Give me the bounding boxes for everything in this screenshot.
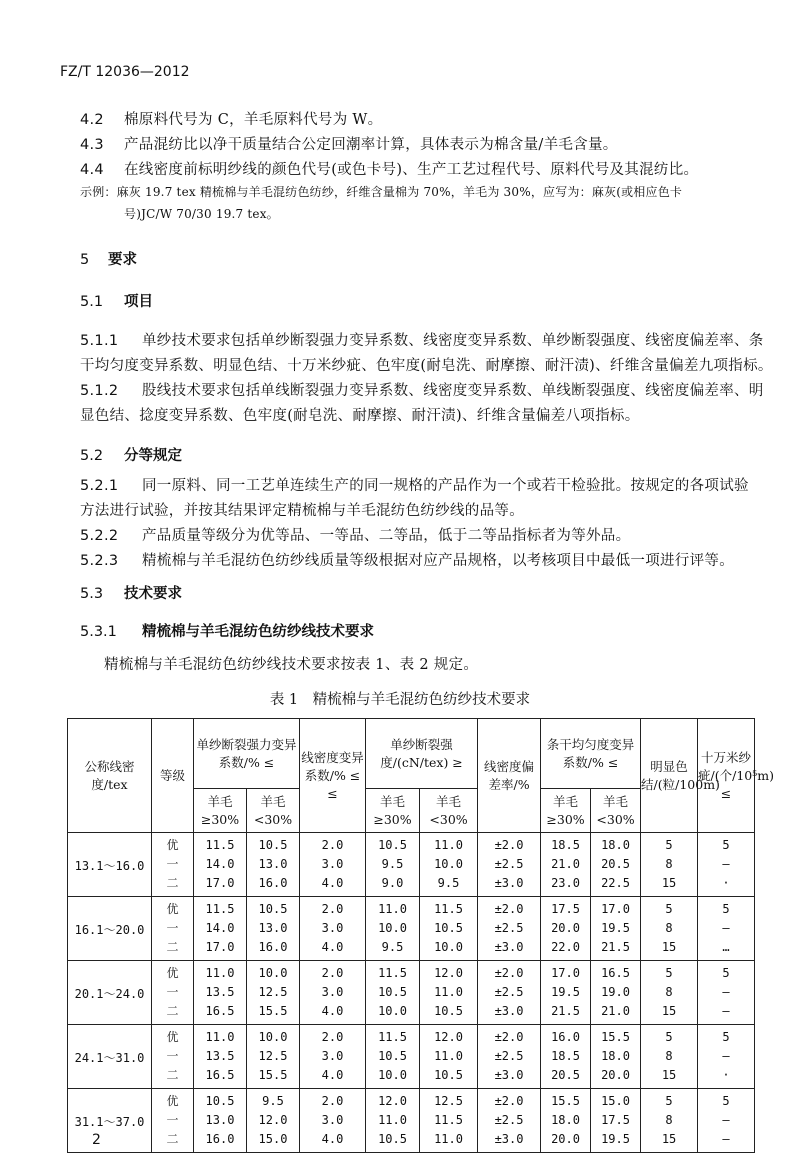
cell-tenacity-lt30: 9.5: [420, 874, 478, 897]
clause-text: 同一原料、同一工艺单连续生产的同一规格的产品作为一个或若干检验批。按规定的各项试验: [142, 478, 749, 494]
cell-evenness-cv-ge30: 18.5: [541, 833, 591, 856]
cell-density-deviation: ±3.0: [478, 938, 541, 961]
cell-strength-cv-lt30: 15.5: [247, 1002, 300, 1025]
cell-density-cv: 4.0: [300, 1066, 366, 1089]
cell-strength-cv-lt30: 10.5: [247, 897, 300, 920]
cell-tenacity-lt30: 11.0: [420, 833, 478, 856]
subheader-wool-lt30: 羊毛 <30%: [420, 789, 478, 833]
cell-strength-cv-ge30: 16.0: [194, 1130, 247, 1153]
cell-evenness-cv-lt30: 18.0: [591, 833, 641, 856]
cell-tenacity-lt30: 10.5: [420, 919, 478, 938]
cell-strength-cv-lt30: 15.0: [247, 1130, 300, 1153]
cell-density-cv: 2.0: [300, 1025, 366, 1048]
cell-evenness-cv-lt30: 20.5: [591, 855, 641, 874]
cell-tenacity-ge30: 10.0: [366, 1066, 420, 1089]
cell-tenacity-lt30: 11.5: [420, 1111, 478, 1130]
cell-grade: 优: [152, 1089, 194, 1112]
cell-strength-cv-ge30: 17.0: [194, 874, 247, 897]
cell-tenacity-ge30: 10.5: [366, 833, 420, 856]
clause-number: 5.2.3: [80, 553, 119, 569]
header-grade: 等级: [152, 719, 194, 833]
cell-grade: 二: [152, 1002, 194, 1025]
clause-text: 精梳棉与羊毛混纺色纺纱线质量等级根据对应产品规格，以考核项目中最低一项进行评等。: [142, 553, 734, 569]
cell-density-deviation: ±2.5: [478, 1047, 541, 1066]
cell-density-deviation: ±2.5: [478, 983, 541, 1002]
cell-grade: 一: [152, 1047, 194, 1066]
table-row: [68, 855, 755, 874]
cell-evenness-cv-lt30: 17.0: [591, 897, 641, 920]
cell-color-knots: 15: [641, 1066, 698, 1089]
cell-tenacity-lt30: 10.5: [420, 1002, 478, 1025]
cell-evenness-cv-ge30: 20.0: [541, 919, 591, 938]
section-number: 5.2: [80, 448, 104, 464]
para-5-3-1-body: 精梳棉与羊毛混纺色纺纱线技术要求按表 1、表 2 规定。: [104, 657, 479, 673]
cell-strength-cv-ge30: 11.5: [194, 897, 247, 920]
cell-yarn-faults: 5: [698, 1025, 755, 1048]
cell-density-deviation: ±2.5: [478, 919, 541, 938]
table-row: [68, 983, 755, 1002]
subheader-wool-ge30: 羊毛 ≥30%: [194, 789, 247, 833]
cell-strength-cv-lt30: 10.5: [247, 833, 300, 856]
subheader-wool-lt30: 羊毛 <30%: [247, 789, 300, 833]
cell-strength-cv-lt30: 15.5: [247, 1066, 300, 1089]
header-density-deviation: 线密度偏差率/%: [478, 719, 541, 833]
section-5-3-heading: [80, 582, 182, 603]
cell-tenacity-lt30: 10.0: [420, 938, 478, 961]
cell-density-cv: 3.0: [300, 855, 366, 874]
clause-text: 股线技术要求包括单线断裂强力变异系数、线密度变异系数、单线断裂强度、线密度偏差率、明: [142, 383, 764, 399]
cell-tenacity-lt30: 11.0: [420, 983, 478, 1002]
cell-strength-cv-ge30: 16.5: [194, 1002, 247, 1025]
cell-color-knots: 5: [641, 1089, 698, 1112]
cell-tenacity-lt30: 10.5: [420, 1066, 478, 1089]
cell-yarn-faults: 5: [698, 961, 755, 984]
cell-strength-cv-lt30: 16.0: [247, 874, 300, 897]
cell-strength-cv-lt30: 12.0: [247, 1111, 300, 1130]
standard-number: FZ/T 12036—2012: [60, 64, 190, 80]
cell-density-deviation: ±3.0: [478, 874, 541, 897]
clause-number: 4.4: [80, 162, 104, 178]
cell-evenness-cv-ge30: 23.0: [541, 874, 591, 897]
cell-density-cv: 2.0: [300, 833, 366, 856]
section-title: 要求: [108, 251, 137, 268]
cell-color-knots: 8: [641, 983, 698, 1002]
table-row: [68, 961, 755, 984]
cell-tenacity-ge30: 11.0: [366, 897, 420, 920]
cell-density-cv: 4.0: [300, 1130, 366, 1153]
cell-evenness-cv-ge30: 18.5: [541, 1047, 591, 1066]
cell-color-knots: 8: [641, 1111, 698, 1130]
clause-text: 产品混纺比以净干质量结合公定回潮率计算，具体表示为棉含量/羊毛含量。: [124, 137, 618, 153]
cell-tenacity-lt30: 12.5: [420, 1089, 478, 1112]
le-sign: ≤: [327, 785, 338, 801]
clause-number: 5.1.2: [80, 383, 119, 399]
cell-evenness-cv-lt30: 15.0: [591, 1089, 641, 1112]
cell-tenacity-ge30: 12.0: [366, 1089, 420, 1112]
cell-evenness-cv-ge30: 17.5: [541, 897, 591, 920]
cell-evenness-cv-lt30: 19.5: [591, 1130, 641, 1153]
table-row: [68, 1130, 755, 1153]
cell-grade: 优: [152, 1025, 194, 1048]
cell-grade: 二: [152, 1130, 194, 1153]
cell-yarn-faults: —: [698, 1111, 755, 1130]
cell-tenacity-ge30: 11.0: [366, 1111, 420, 1130]
cell-density-cv: 2.0: [300, 897, 366, 920]
cell-tenacity-lt30: 12.0: [420, 1025, 478, 1048]
cell-yarn-faults: —: [698, 855, 755, 874]
cell-strength-cv-lt30: 10.0: [247, 961, 300, 984]
table-row: [68, 874, 755, 897]
cell-density-deviation: ±2.0: [478, 1025, 541, 1048]
section-5-3-1-heading: [80, 620, 374, 641]
cell-strength-cv-lt30: 12.5: [247, 983, 300, 1002]
cell-density-deviation: ±2.0: [478, 833, 541, 856]
header-evenness-cv: 条干均匀度变异系数/% ≤: [541, 719, 641, 789]
cell-tenacity-ge30: 11.5: [366, 1025, 420, 1048]
header-density-cv: [300, 719, 366, 833]
linear-density-range: 31.1～37.0: [68, 1089, 152, 1153]
cell-density-cv: 2.0: [300, 1089, 366, 1112]
cell-tenacity-ge30: 10.5: [366, 1047, 420, 1066]
cell-evenness-cv-lt30: 21.0: [591, 1002, 641, 1025]
cell-evenness-cv-ge30: 20.5: [541, 1066, 591, 1089]
cell-strength-cv-lt30: 16.0: [247, 938, 300, 961]
cell-density-deviation: ±3.0: [478, 1002, 541, 1025]
cell-evenness-cv-lt30: 16.5: [591, 961, 641, 984]
table-row: [68, 1047, 755, 1066]
cell-strength-cv-lt30: 13.0: [247, 855, 300, 874]
cell-strength-cv-lt30: 12.5: [247, 1047, 300, 1066]
cell-evenness-cv-ge30: 17.0: [541, 961, 591, 984]
section-5-1-heading: [80, 290, 153, 311]
cell-color-knots: 8: [641, 919, 698, 938]
section-5-2-heading: [80, 444, 182, 465]
cell-strength-cv-ge30: 14.0: [194, 855, 247, 874]
cell-density-deviation: ±3.0: [478, 1066, 541, 1089]
table-caption: 表 1 精梳棉与羊毛混纺色纺纱技术要求: [269, 692, 531, 708]
cell-tenacity-ge30: 11.5: [366, 961, 420, 984]
subheader-wool-ge30: 羊毛 ≥30%: [541, 789, 591, 833]
para-5-2-1-line-1: [80, 474, 749, 495]
section-number: 5.3.1: [80, 624, 117, 640]
cell-yarn-faults: …: [698, 938, 755, 961]
cell-yarn-faults: —: [698, 919, 755, 938]
subheader-wool-ge30: 羊毛 ≥30%: [366, 789, 420, 833]
header-color-knots: 明显色结/(粒/100m): [641, 719, 698, 833]
clause-text: 在线密度前标明纱线的颜色代号(或色卡号)、生产工艺过程代号、原料代号及其混纺比。: [124, 162, 699, 178]
section-5-heading: [80, 248, 137, 269]
table-row: [68, 1089, 755, 1112]
cell-strength-cv-ge30: 11.0: [194, 961, 247, 984]
cell-evenness-cv-lt30: 15.5: [591, 1025, 641, 1048]
cell-yarn-faults: 5: [698, 1089, 755, 1112]
page-number: 2: [92, 1132, 101, 1148]
cell-grade: 优: [152, 897, 194, 920]
section-title: 技术要求: [124, 585, 182, 602]
cell-tenacity-ge30: 9.0: [366, 874, 420, 897]
cell-density-cv: 3.0: [300, 983, 366, 1002]
section-title: 精梳棉与羊毛混纺色纺纱线技术要求: [142, 623, 374, 640]
cell-evenness-cv-lt30: 19.0: [591, 983, 641, 1002]
cell-evenness-cv-ge30: 18.0: [541, 1111, 591, 1130]
cell-tenacity-ge30: 9.5: [366, 938, 420, 961]
section-title: 分等规定: [124, 447, 182, 464]
para-5-2-2: [80, 524, 630, 545]
cell-grade: 二: [152, 874, 194, 897]
header-density-cv-text: 线密度变异系数/% ≤: [301, 749, 364, 783]
cell-grade: 一: [152, 1111, 194, 1130]
cell-density-cv: 4.0: [300, 874, 366, 897]
cell-strength-cv-lt30: 9.5: [247, 1089, 300, 1112]
linear-density-range: 20.1～24.0: [68, 961, 152, 1025]
cell-density-deviation: ±2.0: [478, 1089, 541, 1112]
table-row: [68, 1025, 755, 1048]
cell-yarn-faults: ·: [698, 874, 755, 897]
clause-text: 单纱技术要求包括单纱断裂强力变异系数、线密度变异系数、单纱断裂强度、线密度偏差率、条: [142, 333, 764, 349]
cell-yarn-faults: —: [698, 983, 755, 1002]
cell-tenacity-lt30: 11.0: [420, 1047, 478, 1066]
cell-tenacity-ge30: 10.0: [366, 1002, 420, 1025]
para-5-2-1-line-2: 方法进行试验，并按其结果评定精梳棉与羊毛混纺色纺纱线的品等。: [80, 503, 524, 519]
cell-color-knots: 8: [641, 855, 698, 874]
cell-yarn-faults: 5: [698, 833, 755, 856]
section-title: 项目: [124, 293, 153, 310]
cell-color-knots: 5: [641, 961, 698, 984]
clause-number: 4.3: [80, 137, 104, 153]
linear-density-range: 24.1～31.0: [68, 1025, 152, 1089]
cell-strength-cv-lt30: 10.0: [247, 1025, 300, 1048]
clause-text: 棉原料代号为 C，羊毛原料代号为 W。: [124, 112, 383, 128]
cell-grade: 二: [152, 1066, 194, 1089]
cell-evenness-cv-ge30: 19.5: [541, 983, 591, 1002]
cell-density-deviation: ±2.0: [478, 897, 541, 920]
clause-4-4: [80, 158, 698, 179]
cell-tenacity-lt30: 12.0: [420, 961, 478, 984]
cell-evenness-cv-lt30: 19.5: [591, 919, 641, 938]
para-5-1-1-line-1: [80, 329, 764, 350]
clause-number: 5.1.1: [80, 333, 119, 349]
section-number: 5.1: [80, 294, 104, 310]
cell-strength-cv-ge30: 13.5: [194, 1047, 247, 1066]
cell-grade: 二: [152, 938, 194, 961]
cell-strength-cv-lt30: 13.0: [247, 919, 300, 938]
linear-density-range: 16.1～20.0: [68, 897, 152, 961]
cell-tenacity-lt30: 10.0: [420, 855, 478, 874]
cell-density-deviation: ±2.0: [478, 961, 541, 984]
cell-evenness-cv-lt30: 22.5: [591, 874, 641, 897]
cell-evenness-cv-lt30: 21.5: [591, 938, 641, 961]
cell-evenness-cv-lt30: 18.0: [591, 1047, 641, 1066]
cell-evenness-cv-ge30: 21.0: [541, 855, 591, 874]
cell-density-deviation: ±2.5: [478, 1111, 541, 1130]
cell-density-cv: 4.0: [300, 1002, 366, 1025]
cell-yarn-faults: ·: [698, 1066, 755, 1089]
cell-density-cv: 2.0: [300, 961, 366, 984]
cell-grade: 一: [152, 855, 194, 874]
cell-strength-cv-ge30: 14.0: [194, 919, 247, 938]
cell-evenness-cv-lt30: 17.5: [591, 1111, 641, 1130]
clause-text: 产品质量等级分为优等品、一等品、二等品，低于二等品指标者为等外品。: [142, 528, 631, 544]
cell-evenness-cv-lt30: 20.0: [591, 1066, 641, 1089]
cell-yarn-faults: —: [698, 1047, 755, 1066]
cell-evenness-cv-ge30: 16.0: [541, 1025, 591, 1048]
clause-4-3: [80, 133, 618, 154]
para-5-1-2-line-2: 显色结、捻度变异系数、色牢度(耐皂洗、耐摩擦、耐汗渍)、纤维含量偏差八项指标。: [80, 408, 640, 424]
clause-number: 5.2.1: [80, 478, 119, 494]
table-row: [68, 1066, 755, 1089]
example-line-2: 号)JC/W 70/30 19.7 tex。: [124, 207, 279, 221]
cell-grade: 优: [152, 961, 194, 984]
cell-strength-cv-ge30: 13.5: [194, 983, 247, 1002]
clause-number: 4.2: [80, 112, 104, 128]
cell-yarn-faults: 5: [698, 897, 755, 920]
para-5-2-3: [80, 549, 734, 570]
clause-number: 5.2.2: [80, 528, 119, 544]
cell-yarn-faults: —: [698, 1130, 755, 1153]
cell-grade: 优: [152, 833, 194, 856]
cell-color-knots: 5: [641, 897, 698, 920]
cell-strength-cv-ge30: 11.0: [194, 1025, 247, 1048]
cell-evenness-cv-ge30: 15.5: [541, 1089, 591, 1112]
requirements-table: [67, 718, 774, 1153]
para-5-1-2-line-1: [80, 379, 764, 400]
cell-tenacity-ge30: 10.0: [366, 919, 420, 938]
cell-evenness-cv-ge30: 21.5: [541, 1002, 591, 1025]
table-row: [68, 938, 755, 961]
cell-color-knots: 15: [641, 874, 698, 897]
cell-tenacity-ge30: 10.5: [366, 1130, 420, 1153]
cell-tenacity-lt30: 11.0: [420, 1130, 478, 1153]
cell-color-knots: 15: [641, 1130, 698, 1153]
table-row: [68, 833, 755, 856]
cell-color-knots: 5: [641, 833, 698, 856]
cell-evenness-cv-ge30: 22.0: [541, 938, 591, 961]
section-number: 5.3: [80, 586, 104, 602]
cell-density-cv: 4.0: [300, 938, 366, 961]
cell-tenacity-lt30: 11.5: [420, 897, 478, 920]
header-tenacity: 单纱断裂强度/(cN/tex) ≥: [366, 719, 478, 789]
cell-tenacity-ge30: 10.5: [366, 983, 420, 1002]
cell-grade: 一: [152, 919, 194, 938]
cell-strength-cv-ge30: 16.5: [194, 1066, 247, 1089]
cell-strength-cv-ge30: 10.5: [194, 1089, 247, 1112]
cell-color-knots: 5: [641, 1025, 698, 1048]
cell-density-cv: 3.0: [300, 919, 366, 938]
cell-color-knots: 15: [641, 1002, 698, 1025]
cell-strength-cv-ge30: 13.0: [194, 1111, 247, 1130]
cell-density-cv: 3.0: [300, 1111, 366, 1130]
cell-color-knots: 15: [641, 938, 698, 961]
example-line-1: 示例：麻灰 19.7 tex 精梳棉与羊毛混纺色纺纱，纤维含量棉为 70%，羊毛为 30%，应写为：麻灰(或相应色卡: [80, 185, 683, 199]
table-row: [68, 1111, 755, 1130]
linear-density-range: 13.1～16.0: [68, 833, 152, 897]
cell-density-deviation: ±3.0: [478, 1130, 541, 1153]
subheader-wool-lt30: 羊毛 <30%: [591, 789, 641, 833]
cell-tenacity-ge30: 9.5: [366, 855, 420, 874]
cell-density-cv: 3.0: [300, 1047, 366, 1066]
cell-color-knots: 8: [641, 1047, 698, 1066]
table-row: [68, 897, 755, 920]
table-row: [68, 1002, 755, 1025]
header-linear-density: 公称线密度/tex: [68, 719, 152, 833]
cell-strength-cv-ge30: 17.0: [194, 938, 247, 961]
clause-4-2: [80, 108, 382, 129]
cell-grade: 一: [152, 983, 194, 1002]
cell-density-deviation: ±2.5: [478, 855, 541, 874]
table-row: [68, 919, 755, 938]
table-body: [68, 833, 755, 1153]
header-strength-cv: 单纱断裂强力变异系数/% ≤: [194, 719, 300, 789]
section-number: 5: [80, 252, 90, 268]
header-yarn-faults: 十万米纱疵/(个/10⁵m) ≤: [698, 719, 755, 833]
para-5-1-1-line-2: 干均匀度变异系数、明显色结、十万米纱疵、色牢度(耐皂洗、耐摩擦、耐汗渍)、纤维含量偏差九项指标。: [80, 358, 773, 374]
cell-strength-cv-ge30: 11.5: [194, 833, 247, 856]
cell-yarn-faults: —: [698, 1002, 755, 1025]
cell-evenness-cv-ge30: 20.0: [541, 1130, 591, 1153]
